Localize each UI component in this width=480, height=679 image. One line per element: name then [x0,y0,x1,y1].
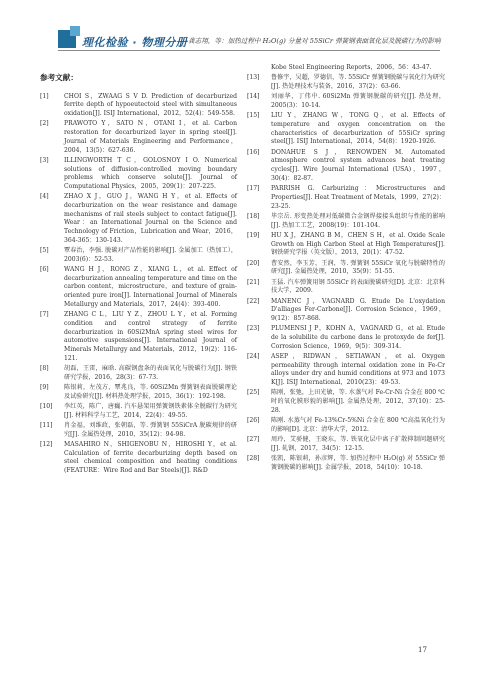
reference-number: [21] [247,278,260,286]
reference-number: [8] [40,364,49,372]
reference-item [40,441,237,476]
reference-text: 胡磊，王雷，麻晗. 高碳钢盘条的表面氧化与脱碳行为[J]. 钢铁研究学报，2016，28(3)：67-73. [64,364,237,381]
journal-logo-accent-icon [70,26,80,36]
reference-text: 李红英，陈广，唐巍. 汽车悬架用弹簧钢铁素体全脱碳行为研究[J]. 材料科学与工艺，2014，22(4)：49-55. [64,402,237,419]
reference-number: [23] [247,325,260,333]
reference-item [40,193,237,245]
reference-item [247,417,445,434]
reference-text: 刘丽华，丁伟中. 60Si2Mn 弹簧钢脱碳的研究[J]. 热处理，2005(3)：10-14. [271,93,445,109]
reference-text: 陈刚，张弛，上田光敏，等. 水蒸气对 Fe-Cr-Ni 合金在 800 ℃时的氧化膜形貌的影响[J]. 金属热处理，2012，37(10)：25-28. [271,389,445,414]
reference-item [40,93,237,119]
reference-text: LIU Y，ZHANG W，TONG Q，et al. Effects of temperature and oxygen concentration on the characteristics of decarburization of 55SiCr spring steel[J]. ISIJ International，2014，54(8)：1920-1926. [271,112,445,146]
reference-item [247,185,445,211]
reference-list-right [247,74,445,472]
reference-text: PLUMENSI J P，KOHN A，VAGNARD G，et al. Etude de la solubilite du carbone dans le protoxyde de fer[J]. Corrosion Science，1969，9(5)：309-314. [271,325,445,350]
reference-text: CHOI S，ZWAAG S V D. Prediction of decarburized ferrite depth of hypoeutectoid steel with simultaneous oxidation[J]. ISIJ International，2012，52(4)：549-558. [64,92,237,118]
reference-item [247,260,445,277]
reference-text: PARRISH G. Carburizing：Microstructures and Properties[J]. Heat Treatment of Metals，1999，27(2)：23-25. [271,185,445,210]
reference-item [247,325,445,351]
reference-number: [16] [247,148,260,156]
reference-item [247,112,445,147]
reference-item [40,311,237,363]
reference-item [247,149,445,184]
page-header [0,0,480,60]
reference-text: MASAHIRO N，SHIGENOBU N，HIROSHI Y，et al. Calculation of ferrite decarburizing depth based on steel chemical composition and heating conditions (FEATURE：Wire Rod and Bar Steels)[J]. R&D [64,440,237,475]
reference-text: PRAWOTO Y，SATO N，OTANI I，et al. Carbon restoration for decarburized layer in spring steel[J]. Journal of Materials Engineering and Performance，2004，13(5)：627-636. [64,120,237,154]
reference-number: [13] [247,74,260,82]
reference-number: [1] [40,92,49,100]
reference-item [40,157,237,192]
reference-number: [26] [247,417,260,425]
reference-item [40,422,237,439]
reference-number: [18] [247,212,260,220]
reference-text: 肖金福，刘维政，张朝磊，等. 弹簧钢 55SiCrA 脱碳规律的研究[J]. 金属热处理，2010，35(12)：94-98. [64,421,237,438]
reference-item [247,74,445,91]
reference-item [247,389,445,415]
reference-number: [25] [247,389,260,397]
reference-number: [22] [247,297,260,305]
journal-logo-text: 理化检验 · 物理分册 [82,36,188,49]
reference-number: [28] [247,455,260,463]
reference-number: [4] [40,193,49,201]
reference-item [40,266,237,310]
reference-number: [6] [40,266,49,274]
reference-item [40,120,237,155]
reference-item [247,93,445,110]
reference-text: 陈刚. 水蒸气对 Fe-13%Cr-5%Ni 合金在 800 ℃高温氧化行为的影响[D]. 北京：清华大学，2012. [271,417,445,433]
reference-text: 周玲，艾骄健，王晓东，等. 铁氧化层中离子扩散抑制问题研究[J]. 轧钢，2017，34(5)：12-15. [271,436,445,452]
reference-item [247,455,445,472]
running-head: 龚志翔，等：加热过程中 H₂O(g) 分量对 55SiCr 弹簧钢表面氧化层及脱碳行为的影响 [188,37,441,45]
reference-item [247,232,445,258]
reference-number: [9] [40,383,49,391]
reference-number: [5] [40,247,49,255]
reference-list-left [40,93,237,476]
section-title: 参考文献： [40,73,78,82]
reference-number: [12] [40,440,53,448]
reference-text: 陈银莉，左茂方，覃兆良，等. 60Si2Mn 弹簧钢表面脱碳理论及试验研究[J]. 材料热处理学报，2015，36(1)：192-198. [64,383,237,400]
reference-text: 曹安然，李玉芳，王润，等. 弹簧钢 55SiCr 氧化与脱碳特性的研究[J]. 金属热处理，2010，35(9)：51-55. [271,259,445,276]
reference-text: ILLINGWORTH T C，GOLOSNOY I O. Numerical solutions of diffusion-controlled moving boundary problems which conserve solute[J]. Journal of Computational Physics，2005，209(1)：207-225. [64,156,237,190]
right-column [247,64,445,474]
reference-number: [19] [247,231,260,239]
header-divider [58,50,440,51]
reference-text: ZHAO X J，GUO J，WANG H Y，et al. Effects of decarburization on the wear resistance and damage mechanisms of rail steels subject to contact fatigue[J]. Wear：an International Journal on the Science and Technology of Friction，Lubrication and Wear，2016，364-365：130-143. [64,193,237,244]
reference-item [40,365,237,382]
reference-number: [2] [40,120,49,128]
reference-number: [15] [247,112,260,120]
reference-text: 王猛. 汽车弹簧用钢 55SiCr 的表面脱碳研究[D]. 北京：北京科技大学，2009. [271,278,445,295]
reference-text: 毕宗岳. 形变热处理对低碳微合金钢焊接接头组织与性能的影响[J]. 热加工工艺，2008(19)：101-104. [271,212,445,229]
reference-text: ASEP，RIDWAN，SETIAWAN，et al. Oxygen permeability through internal oxidation zone in Fe-Cr alloys under dry and humid conditions at 973 and 1073 K[J]. ISIJ International，2010(23)：49-53. [271,352,445,387]
reference-number: [27] [247,436,260,444]
reference-text: 鲁修宇，吴超，罗德信，等. 55SiCr 弹簧钢脱碳与氧化行为研究[J]. 热处理技术与装备，2016，37(2)：63-66. [271,74,445,90]
reference-number: [7] [40,311,49,319]
reference-item [40,247,237,264]
reference-text: HU X J，ZHANG B M，CHEN S H，et al. Oxide Scale Growth on High Carbon Steel at High Temperatures[J]. 钢铁研究学报（英文版），2013，20(1)：47-52. [271,231,445,257]
reference-item [247,298,445,324]
left-column [40,64,237,477]
reference-item [40,384,237,401]
reference-text: WANG H J，RONG Z，XIANG L，et al. Effect of decarburization annealing temperature and time on the carbon content，microstructure，and texture of grain-oriented pure iron[J]. International Journal of Minerals Metallurgy and Materials，2017，24(4)：393-400. [64,266,237,308]
reference-text: 张凯，陈银莉，孙彦辉，等. 加热过程中 H₂O(g) 对 55SiCr 弹簧钢脱碳的影响[J]. 金属学报，2018，54(10)：10-18. [271,455,445,471]
reference-number: [17] [247,185,260,193]
reference-item [247,353,445,388]
page-number: 17 [418,646,427,654]
reference-item [247,436,445,453]
reference-number: [24] [247,352,260,360]
reference-item [40,403,237,420]
reference-number: [3] [40,156,49,164]
reference-number: [20] [247,259,260,267]
reference-continuation: Kobe Steel Engineering Reports，2006，56：43-47. [271,64,432,71]
reference-text: DONAHUE S J，RENOWDEN M. Automated atmosphere control system advances heat treating cycles[J]. Wire Journal International (USA)，1997，30(4)：82-87. [271,148,445,182]
reference-item [247,213,445,230]
reference-text: 覃春治，李强. 脱碳对产品性能的影响[J]. 金属加工（热加工），2003(6)：52-53. [64,247,237,263]
reference-number: [14] [247,93,260,101]
reference-text: MANENC J，VAGNARD G. Etude De L'oxydation D'alliages Fer-Carbone[J]. Corrosion Science，1969，9(12)：857-868. [271,297,445,322]
reference-number: [10] [40,402,53,410]
reference-item [247,279,445,296]
reference-text: ZHANG C L，LIU Y Z，ZHOU L Y，et al. Forming condition and control strategy of ferrite decarburization in 60Si2MnA spring steel wires for automotive suspensions[J]. International Journal of Minerals Metallurgy and Materials，2012，19(2)：116-121. [64,311,237,362]
reference-number: [11] [40,421,53,429]
